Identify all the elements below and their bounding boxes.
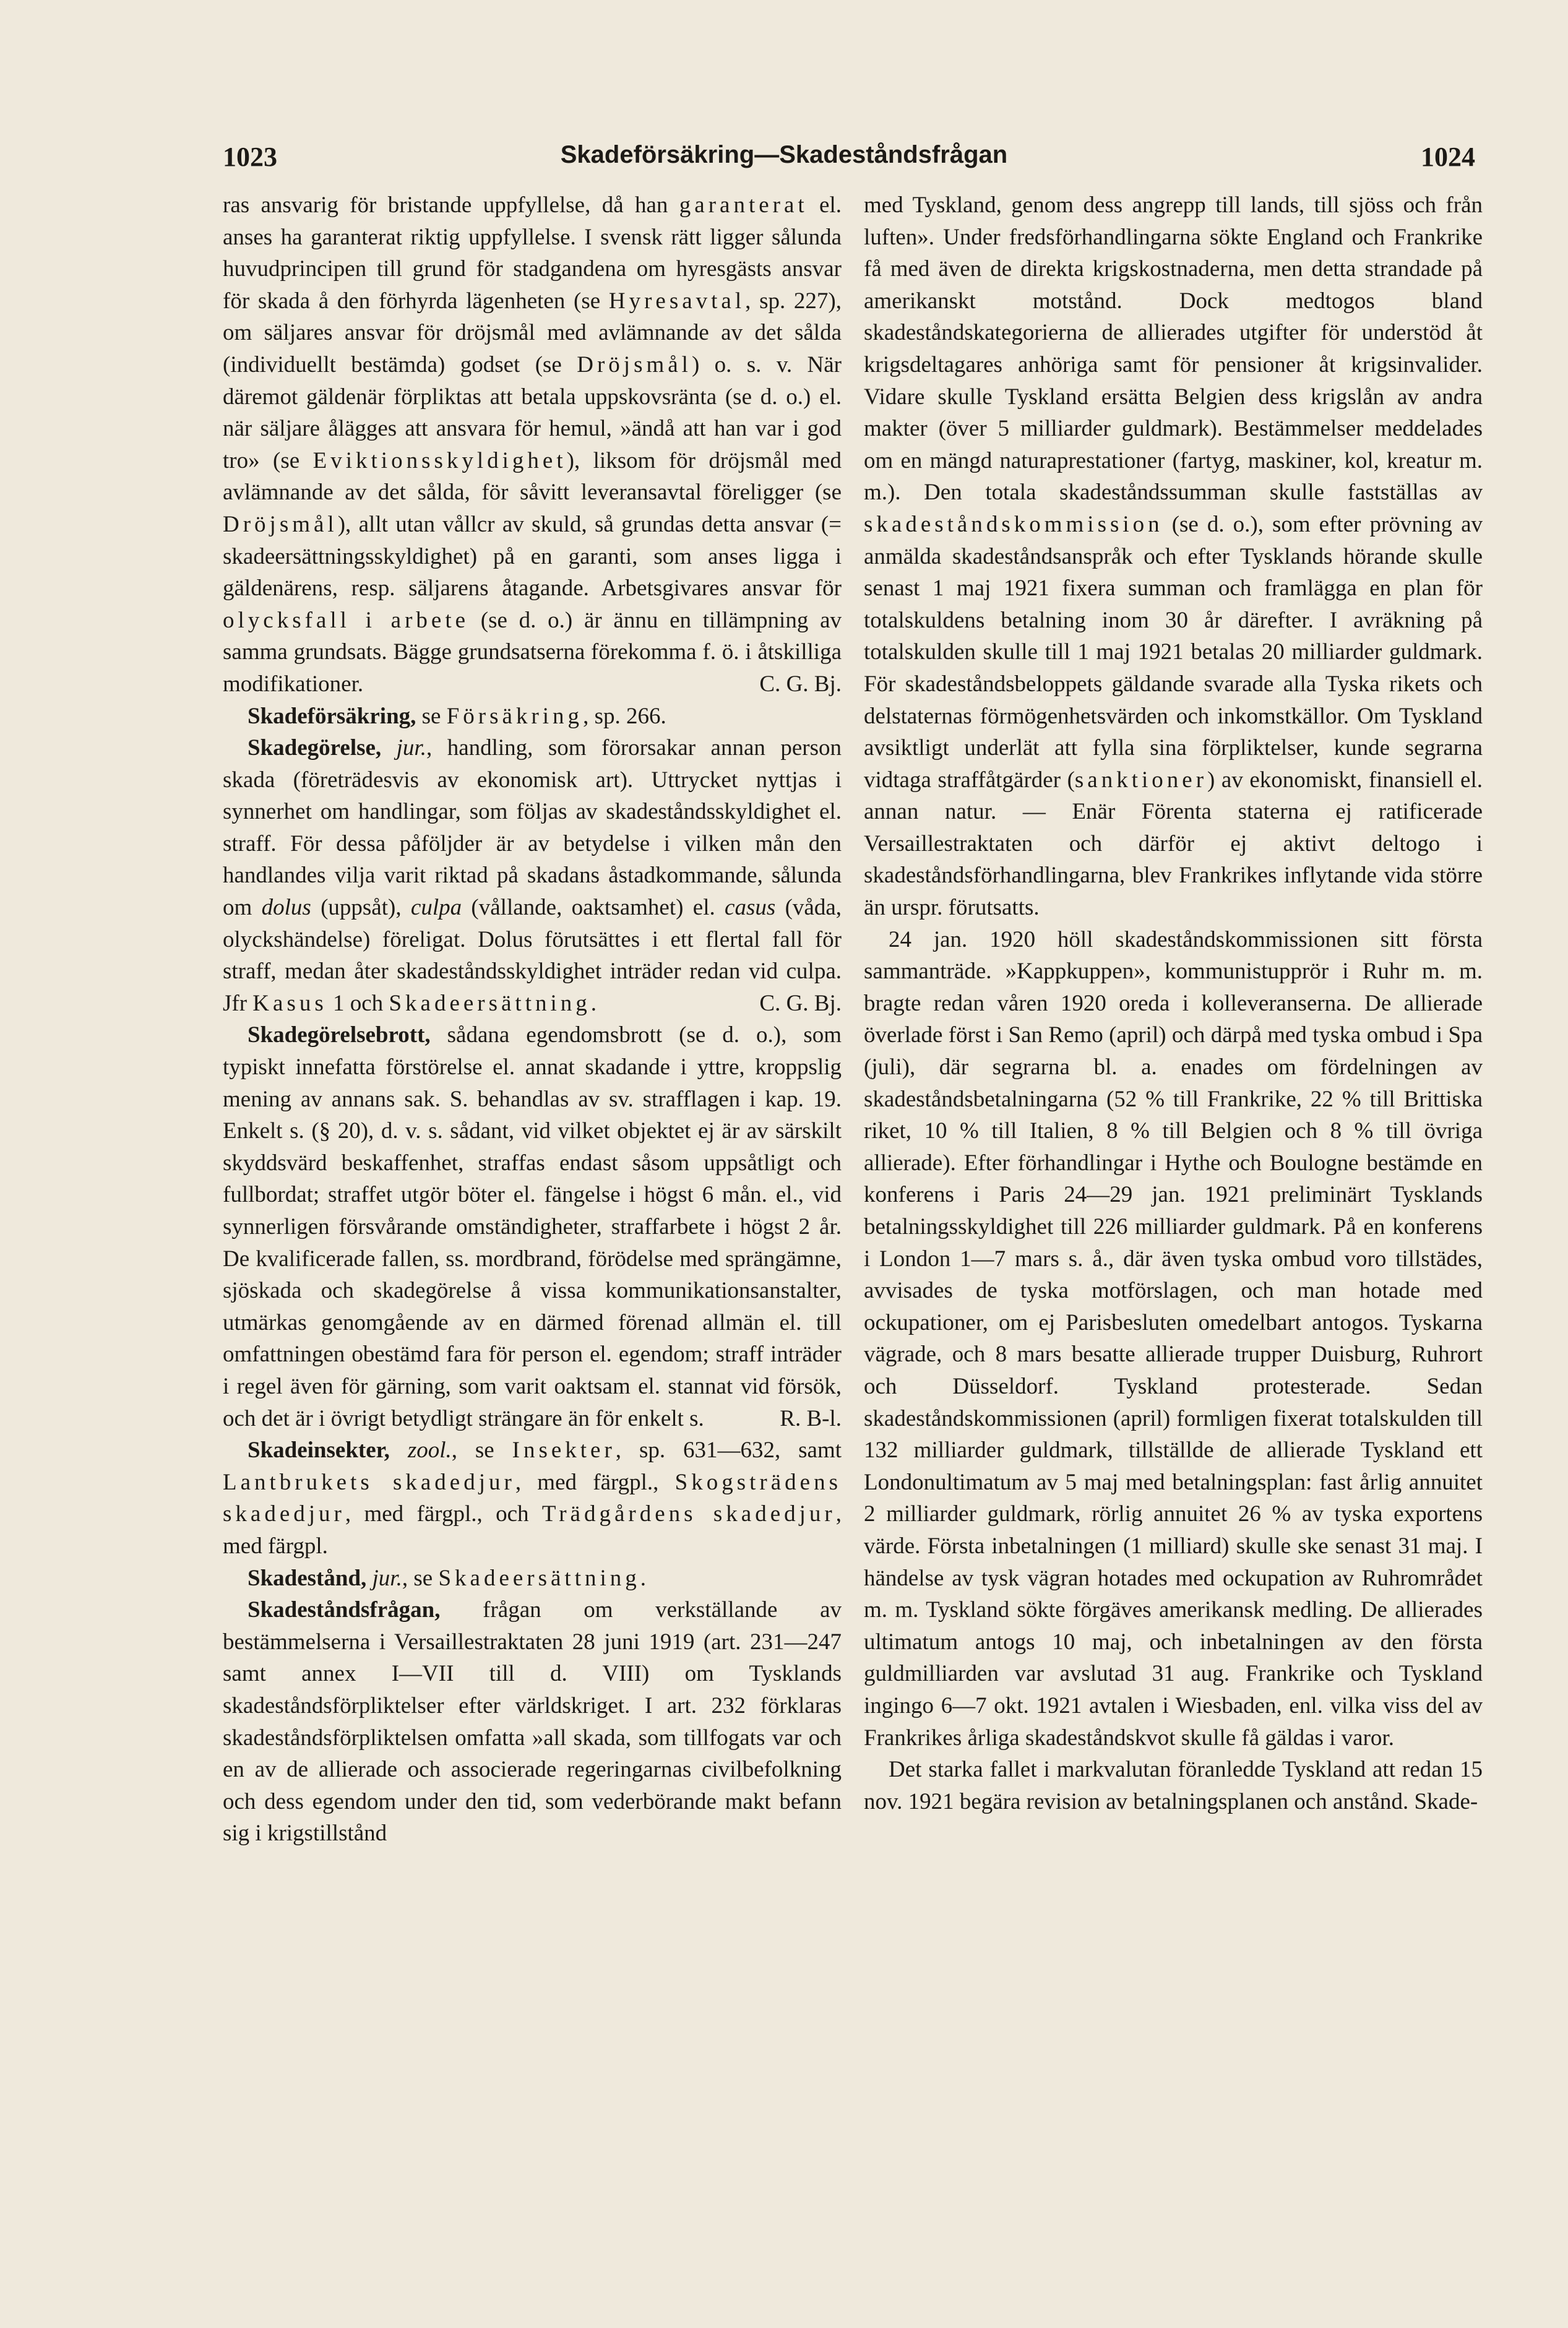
paragraph: 24 jan. 1920 höll skadeståndskommissionen sitt första sammanträde. »Kappkuppen», kommunistupprör i Ruhr m. m. bragte redan våren 1920 oreda i kolleveranserna. De allierade överlade först i San Remo (april) och därpå med tyska ombud i Spa (juli), där segrarna bl. a. enades om fördelningen av skadeståndsbetalningarna (52 % till Frankrike, 22 % till Brittiska riket, 10 % till Italien, 8 % till Belgien och 8 % till övriga allierade). Efter förhandlingar i Hythe och Boulogne bestämde en konferens i Paris 24—29 jan. 1921 preliminärt Tysklands betalningsskyldighet till 226 milliarder guldmark. På en konferens i London 1—7 mars s. å., där även tyska ombud voro tillstädes, avvisades de tyska motförslagen, och man hotade med ockupationer, om ej Parisbesluten omedelbart antogos. Tyskarna vägrade, och 8 mars besatte allierade trupper Duisburg, Ruhrort och Düsseldorf. Tyskland protesterade. Sedan skadeståndskommissionen (april) formligen fixerat totalskulden till 132 milliarder guldmark, tillställde de allierade Tyskland ett Londonultimatum av 5 maj med betalningsplan: fast årlig annuitet 2 milliarder guldmark, rörlig annuitet 26 % av tyska exportens värde. Första inbetalningen (1 milliard) skulle ske senast 31 maj. I händelse av tysk vägran hotades med ockupation av Ruhrområdet m. m. Tyskland sökte förgäves amerikansk medling. De allierades ultimatum antogs 10 maj, och inbetalningen av den första guldmilliarden var avslutad 31 aug. Frankrike och Tyskland ingingo 6—7 okt. 1921 avtalen i Wiesbaden, enl. vilka viss del av Frankrikes årliga skadeståndskvot skulle få gäldas i varor. [864,926,1483,1751]
paragraph-continued: ras ansvarig för bristande uppfyllelse, då han garanterat el. anses ha garanterat riktig uppfyllelse. I svensk rätt ligger sålunda huvudprincipen till grund för stadgandena om hyresgästs ansvar för skada å den förhyrda lägenheten (se Hyresavtal, sp. 227), om säljares ansvar för dröjsmål med avlämnande av det sålda (individuellt bestämda) godset (se Dröjsmål) o. s. v. När däremot gäldenär förpliktas att betala uppskovsränta (se d. o.) el. när säljare ålägges att ansvara för hemul, »ändå att han var i god tro» (se Eviktionsskyldighet), liksom för dröjsmål med avlämnande av det sålda, för såvitt leveransavtal föreligger (se Dröjsmål), allt utan vållcr av skuld, så grundas detta ansvar (= skadeersättningsskyldighet) på en garanti, som anses ligga i gäldenärens, resp. säljarens åtagande. Arbetsgivares ansvar för olycksfall i arbete (se d. o.) är ännu en tillämpning av samma grundsats. Bägge grundsatserna förekomma f. ö. i åtskilliga modifikationer. C. G. Bj. [223,189,842,701]
paragraph: Det starka fallet i markvalutan föranledde Tyskland att redan 15 nov. 1921 begära revision av betalningsplanen och anstånd. Skade- [864,1757,1483,1814]
left-column [223,189,842,2281]
paragraph-continued: med Tyskland, genom dess angrepp till lands, till sjöss och från luften». Under fredsförhandlingarna sökte England och Frankrike få med även de direkta krigskostnaderna, men detta strandade på amerikanskt motstånd. Dock medtogos bland skadeståndskategorierna de allierades utgifter för understöd åt krigsdeltagares anhöriga samt för pensioner åt krigsinvalider. Vidare skulle Tyskland ersätta Belgien dess krigslån av andra makter (över 5 milliarder guldmark). Bestämmelser meddelades om en mängd naturaprestationer (fartyg, maskiner, kol, kreatur m. m.). Den totala skadeståndssumman skulle fastställas av skadeståndskommission (se d. o.), som efter prövning av anmälda skadeståndsanspråk och efter Tysklands hörande skulle senast 1 maj 1921 fixera summan och framlägga en plan för totalskuldens betalning inom 30 år därefter. I avräkning på totalskulden skulle till 1 maj 1921 betalas 20 milliarder guldmark. För skadeståndsbeloppets gäldande svarade alla Tyska rikets och delstaternas förmögenhetsvärden och inkomstkällor. Om Tyskland avsiktligt underlät att fylla sina förpliktelser, kunde segrarna vidtaga straffåtgärder (sanktioner) av ekonomiskt, finansiell el. annan natur. — Enär Förenta staterna ej ratificerade Versaillestraktaten och därför ej aktivt deltogo i skadeståndsförhandlingarna, blev Frankrikes inflytande vida större än urspr. förutsatts. [864,192,1483,921]
right-column [864,189,1483,2281]
page-number-right: 1024 [1421,142,1475,172]
page-number-left: 1023 [223,142,277,172]
entry-headword: Skadegörelsebrott, [248,1022,431,1048]
entry-headword: Skadegörelse, [248,735,382,761]
entry-headword: Skadeståndsfrågan, [248,1597,441,1623]
author-signature: C. G. Bj. [759,671,842,697]
entry-skadegorelse: Skadegörelse, jur., handling, som förorsakar annan person skada (företrädesvis av ekonomisk art). Uttrycket nyttjas i synnerhet om handlingar, som följas av skadeståndsskyldighet el. straff. För dessa påföljder är av betydelse i vilken mån den handlandes vilja varit riktad på skadans åstadkommande, sålunda om dolus (uppsåt), culpa (vållande, oaktsamhet) el. casus (våda, olyckshändelse) föreligat. Dolus förutsättes i ett flertal fall för straff, medan åter skadeståndsskyldighet inträder redan vid culpa. Jfr Kasus 1 och Skadeersättning. C. G. Bj. [223,732,842,1019]
entry-skadeforsakring: Skadeförsäkring, se Försäkring, sp. 266. [248,703,666,729]
entry-skadeinsekter: Skadeinsekter, zool., se Insekter, sp. 631—632, samt Lantbrukets skadedjur, med färgpl., Skogsträdens skadedjur, med färgpl., och Trädgårdens skadedjur, med färgpl. [223,1438,842,1559]
author-signature: R. B-l. [780,1405,842,1431]
entry-skadestand: Skadestånd, jur., se Skadeersättning. [248,1565,647,1591]
entry-skadestandsfragan: Skadeståndsfrågan, frågan om verkställande av bestämmelserna i Versaillestraktaten 28 juni 1919 (art. 231—247 samt annex I—VII till d. VIII) om Tysklands skadeståndsförpliktelser efter världskriget. I art. 232 förklaras skadeståndsförpliktelsen omfatta »all skada, som tillfogats var och en av de allierade och associerade regeringarnas civilbefolkning och dess egendom under den tid, som vederbörande makt befann sig i krigstillstånd [223,1597,842,1847]
entry-headword: Skadeinsekter, [248,1438,390,1464]
entry-headword: Skadestånd, [248,1565,367,1591]
author-signature: C. G. Bj. [759,990,842,1016]
entry-headword: Skadeförsäkring, [248,703,416,729]
entry-skadegorelsebrott: Skadegörelsebrott, sådana egendomsbrott (se d. o.), som typiskt innefatta förstörelse el. annat skadande i yttre, kroppslig mening av annans sak. S. behandlas av sv. strafflagen i kap. 19. Enkelt s. (§ 20), d. v. s. sådant, vid vilket objektet ej är av särskilt skyddsvärd beskaffenhet, straffas endast såsom uppsåtligt och fullbordat; straffet utgör böter el. fängelse i högst 6 mån. el., vid synnerligen försvårande omständigheter, straffarbete i högst 2 år. De kvalificerade fallen, ss. mordbrand, förödelse med sprängämne, sjöskada och skadegörelse å vissa kommunikationsanstalter, utmärkas genomgående av en därmed förenad allmän el. till omfattningen obestämd fara för person el. egendom; straff inträder i regel även för gärning, som varit oaktsam el. stannat vid försök, och det är i övrigt betydligt strängare än för enkelt s. R. B-l. [223,1019,842,1434]
running-head: Skadeförsäkring—Skadeståndsfrågan [560,141,1008,168]
